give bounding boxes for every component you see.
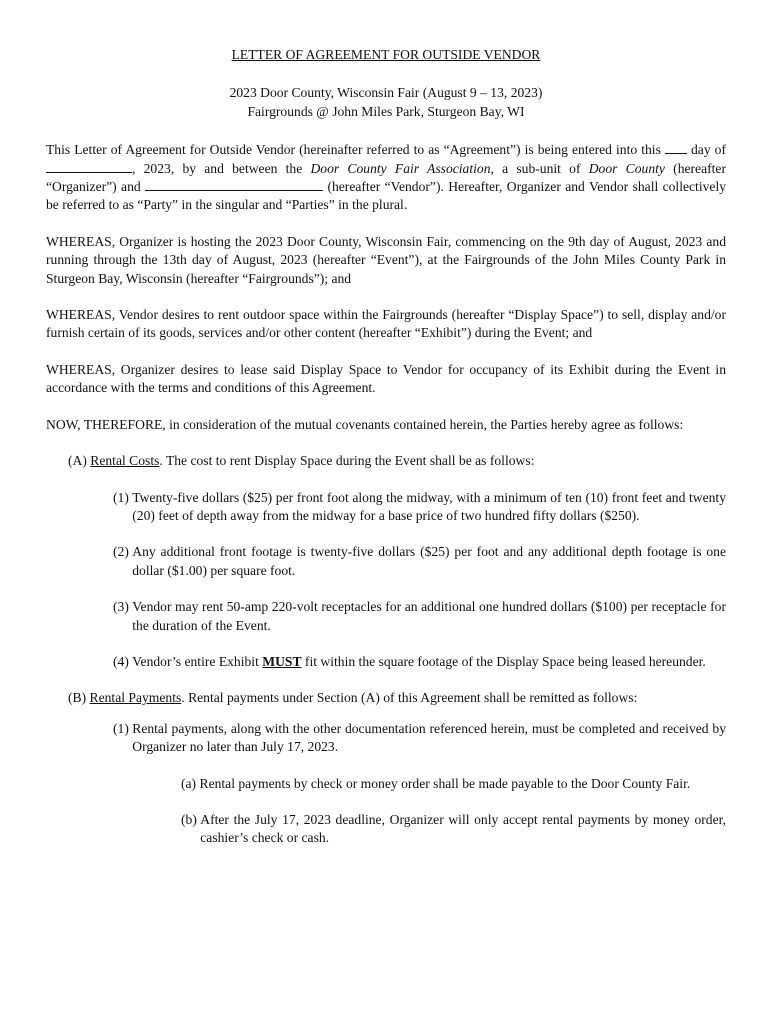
county-name: Door County bbox=[588, 160, 665, 176]
vendor-name-blank-field[interactable] bbox=[145, 179, 323, 191]
section-a-heading: Rental Costs bbox=[90, 453, 160, 469]
intro-text-1: This Letter of Agreement for Outside Vendor (hereinafter referred to as “Agreement”) is being entered into this bbox=[46, 142, 661, 158]
now-therefore-clause: NOW, THEREFORE, in consideration of the mutual covenants contained herein, the Parties hereby agree as follows: bbox=[46, 416, 684, 432]
section-b-subitem-b bbox=[181, 811, 726, 848]
subitem-label: (a) bbox=[181, 775, 200, 791]
subitem-text: Rental payments by check or money order shall be made payable to the Door County Fair. bbox=[199, 775, 691, 791]
item-label: (1) bbox=[113, 489, 133, 505]
section-b-heading: Rental Payments bbox=[89, 690, 182, 706]
item-text: Vendor may rent 50-amp 220-volt receptacles for an additional one hundred dollars ($100) per receptacle for the duration of the Event. bbox=[132, 599, 726, 633]
section-a-item-4 bbox=[113, 653, 726, 671]
section-b-text: . Rental payments under Section (A) of this Agreement shall be remitted as follows: bbox=[181, 690, 638, 706]
intro-text-4: , a sub-unit of bbox=[490, 160, 581, 176]
subitem-label: (b) bbox=[181, 811, 201, 827]
item-label: (1) bbox=[113, 720, 133, 736]
document-title: LETTER OF AGREEMENT FOR OUTSIDE VENDOR bbox=[231, 47, 541, 62]
item-label: (3) bbox=[113, 599, 133, 615]
intro-paragraph bbox=[46, 141, 726, 215]
item-text-post: fit within the square footage of the Display Space being leased hereunder. bbox=[301, 653, 706, 669]
section-a-item-1 bbox=[113, 489, 726, 526]
day-blank-field[interactable] bbox=[665, 142, 687, 154]
intro-text-3: , 2023, by and between the bbox=[132, 160, 303, 176]
association-name: Door County Fair Association bbox=[310, 160, 491, 176]
event-location: Fairgrounds @ John Miles Park, Sturgeon Bay, WI bbox=[247, 103, 525, 119]
section-a bbox=[68, 452, 726, 470]
section-a-text: . The cost to rent Display Space during the Event shall be as follows: bbox=[159, 453, 535, 469]
intro-text-6: (hereafter “Vendor”). Hereafter, Organizer and Vendor shall collectively be referred to as “Party” in the singular and “Parties” in the plural. bbox=[46, 179, 727, 213]
agreement-page bbox=[46, 46, 726, 866]
section-b bbox=[68, 689, 726, 707]
must-emphasis: MUST bbox=[262, 653, 302, 669]
section-a-label: (A) bbox=[68, 453, 91, 469]
intro-text-2: day of bbox=[691, 142, 727, 158]
whereas-clause-3: WHEREAS, Organizer desires to lease said Display Space to Vendor for occupancy of its Exhibit during the Event in accordance with the terms and conditions of this Agreement. bbox=[46, 361, 726, 396]
event-name: 2023 Door County, Wisconsin Fair (August 9 – 13, 2023) bbox=[229, 85, 543, 101]
item-text-pre: Vendor’s entire Exhibit bbox=[132, 653, 263, 669]
section-a-item-2 bbox=[113, 543, 726, 580]
whereas-clause-2: WHEREAS, Vendor desires to rent outdoor space within the Fairgrounds (hereafter “Display Space”) to sell, display and/or furnish certain of its goods, services and/or other content (hereafter “Exhibit”) during the Event; and bbox=[46, 307, 726, 341]
month-blank-field[interactable] bbox=[46, 161, 132, 173]
item-text: Twenty-five dollars ($25) per front foot along the midway, with a minimum of ten (10) front feet and twenty (20) feet of depth away from the midway for a base price of two hundred fifty dollars ($250). bbox=[132, 489, 726, 523]
subitem-text: After the July 17, 2023 deadline, Organizer will only accept rental payments by money order, cashier’s check or cash. bbox=[200, 811, 726, 846]
section-b-subitem-a bbox=[181, 775, 726, 793]
intro-text-5: (hereafter “Organizer”) and bbox=[46, 160, 726, 195]
whereas-clause-1: WHEREAS, Organizer is hosting the 2023 Door County, Wisconsin Fair, commencing on the 9th day of August, 2023 and running through the 13th day of August, 2023 (hereafter “Event”), at the Fairgrounds of the John Miles County Park in Sturgeon Bay, Wisconsin (hereafter “Fairgrounds”); and bbox=[46, 233, 726, 286]
item-label: (4) bbox=[113, 653, 133, 669]
item-label: (2) bbox=[113, 544, 133, 560]
item-text: Any additional front footage is twenty-five dollars ($25) per foot and any additional depth footage is one dollar ($1.00) per square foot. bbox=[132, 544, 726, 578]
section-a-item-3 bbox=[113, 598, 726, 635]
section-b-label: (B) bbox=[68, 690, 90, 706]
event-header bbox=[46, 84, 726, 121]
item-text: Rental payments, along with the other documentation referenced herein, must be completed and received by Organizer no later than July 17, 2023. bbox=[132, 720, 726, 755]
section-b-item-1 bbox=[113, 720, 726, 757]
